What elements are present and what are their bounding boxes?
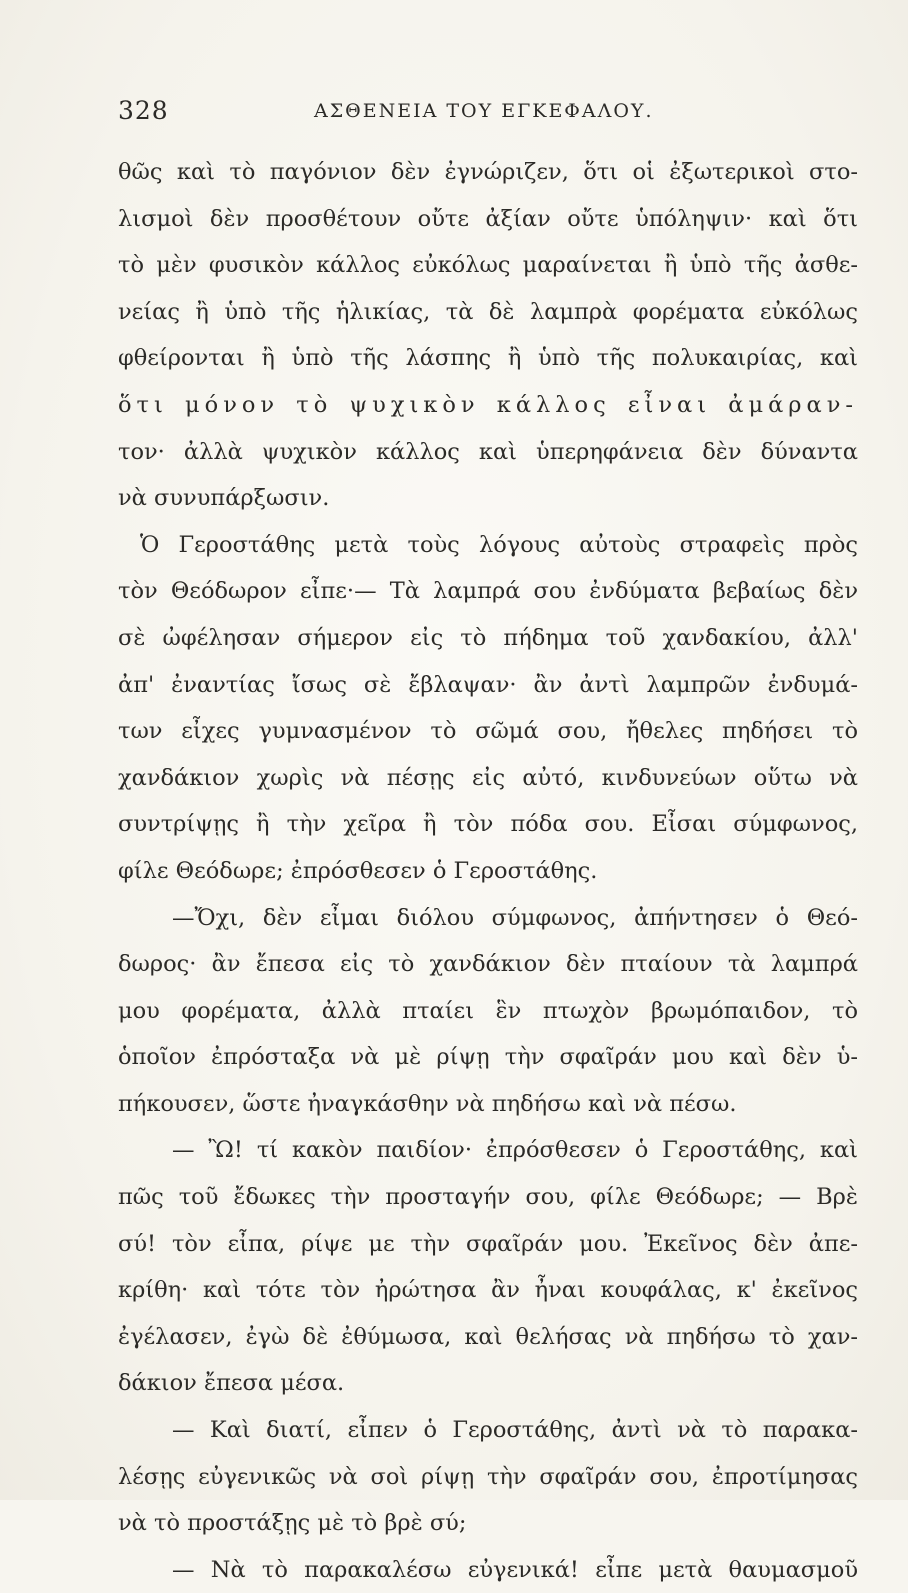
running-head: ΑΣΘΕΝΕΙΑ ΤΟΥ ΕΓΚΕΦΑΛΟΥ.: [314, 100, 654, 122]
text-line: λέσῃς εὐγενικῶς νὰ σοὶ ρίψῃ τὴν σφαῖράν σου, ἐπροτίμησας: [118, 1463, 858, 1490]
text-line: των εἶχες γυμνασμένον τὸ σῶμά σου, ἤθελες πηδήσει τὸ: [118, 718, 858, 745]
paragraph-start: — Νὰ τὸ παρακαλέσω εὐγενικά! εἶπε μετὰ θαυμασμοῦ: [172, 1556, 858, 1583]
text-line: πήκουσεν, ὥστε ἠναγκάσθην νὰ πηδήσω καὶ νὰ πέσω.: [118, 1090, 737, 1117]
text-line: ὅτι μόνον τὸ ψυχικὸν κάλλος εἶναι ἀμάραν-: [118, 391, 858, 418]
text-line: φθείρονται ἢ ὑπὸ τῆς λάσπης ἢ ὑπὸ τῆς πολυκαιρίας, καὶ: [118, 345, 858, 372]
text-line: τὸν Θεόδωρον εἶπε·— Τὰ λαμπρά σου ἐνδύματα βεβαίως δὲν: [118, 578, 858, 605]
page-number: 328: [118, 96, 169, 125]
text-line: θῶς καὶ τὸ παγόνιον δὲν ἐγνώριζεν, ὅτι οἱ ἐξωτερικοὶ στο-: [118, 159, 858, 185]
text-line: πῶς τοῦ ἔδωκες τὴν προσταγήν σου, φίλε Θεόδωρε; — Βρὲ: [118, 1184, 858, 1211]
paragraph-start: Ὁ Γεροστάθης μετὰ τοὺς λόγους αὐτοὺς στραφεὶς πρὸς: [140, 531, 858, 558]
text-line: ὁποῖον ἐπρόσταξα νὰ μὲ ρίψῃ τὴν σφαῖράν μου καὶ δὲν ὑ-: [118, 1044, 858, 1071]
text-line: ἐγέλασεν, ἐγὼ δὲ ἐθύμωσα, καὶ θελήσας νὰ πηδήσω τὸ χαν-: [118, 1323, 858, 1350]
text-line: δωρος· ἂν ἔπεσα εἰς τὸ χανδάκιον δὲν πταίουν τὰ λαμπρά: [118, 951, 858, 978]
text-line: τον· ἀλλὰ ψυχικὸν κάλλος καὶ ὑπερηφάνεια δὲν δύναντα: [118, 438, 858, 465]
text-line: μου φορέματα, ἀλλὰ πταίει ἓν πτωχὸν βρωμόπαιδον, τὸ: [118, 997, 858, 1024]
text-line: νείας ἢ ὑπὸ τῆς ἡλικίας, τὰ δὲ λαμπρὰ φορέματα εὐκόλως: [118, 298, 858, 325]
paragraph-start: —Ὄχι, δὲν εἶμαι διόλου σύμφωνος, ἀπήντησεν ὁ Θεό-: [172, 904, 858, 931]
text-line: δάκιον ἔπεσα μέσα.: [118, 1370, 345, 1397]
paragraph-start: — Ὢ! τί κακὸν παιδίον· ἐπρόσθεσεν ὁ Γεροστάθης, καὶ: [172, 1137, 858, 1164]
text-line: νὰ τὸ προστάξῃς μὲ τὸ βρὲ σύ;: [118, 1510, 467, 1537]
page-header: [118, 96, 858, 136]
text-line: τὸ μὲν φυσικὸν κάλλος εὐκόλως μαραίνεται ἢ ὑπὸ τῆς ἀσθε-: [118, 252, 858, 279]
text-line: σύ! τὸν εἶπα, ρίψε με τὴν σφαῖράν μου. Ἐκεῖνος δὲν ἀπε-: [118, 1230, 858, 1257]
text-line: κρίθη· καὶ τότε τὸν ἠρώτησα ἂν ἦναι κουφάλας, κ' ἐκεῖνος: [118, 1277, 858, 1304]
text-line: νὰ συνυπάρξωσιν.: [118, 485, 330, 512]
text-line: χανδάκιον χωρὶς νὰ πέσῃς εἰς αὐτό, κινδυνεύων οὕτω νὰ: [118, 764, 858, 791]
paragraph-start: — Καὶ διατί, εἶπεν ὁ Γεροστάθης, ἀντὶ νὰ τὸ παρακα-: [172, 1417, 858, 1444]
text-line: σὲ ὠφέλησαν σήμερον εἰς τὸ πήδημα τοῦ χανδακίου, ἀλλ': [118, 624, 858, 651]
text-line: συντρίψῃς ἢ τὴν χεῖρα ἢ τὸν πόδα σου. Εἶσαι σύμφωνος,: [118, 811, 858, 838]
text-line: λισμοὶ δὲν προσθέτουν οὔτε ἀξίαν οὔτε ὑπόληψιν· καὶ ὅτι: [118, 205, 858, 232]
text-line: ἀπ' ἐναντίας ἴσως σὲ ἔβλαψαν· ἂν ἀντὶ λαμπρῶν ἐνδυμά-: [118, 671, 858, 698]
body-text: [118, 149, 858, 1593]
text-line: φίλε Θεόδωρε; ἐπρόσθεσεν ὁ Γεροστάθης.: [118, 857, 598, 884]
